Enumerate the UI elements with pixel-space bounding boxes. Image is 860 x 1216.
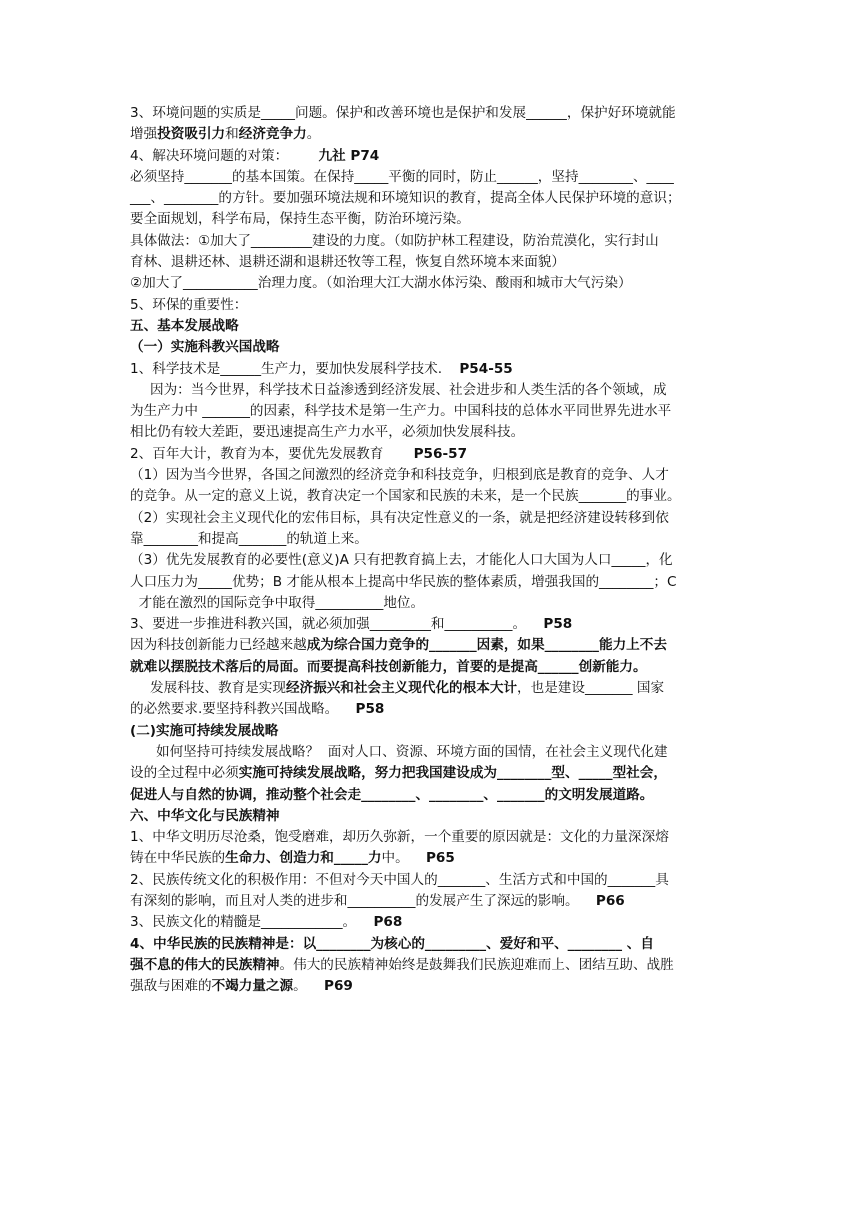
text-run: （3）优先发展教育的必要性(意义)A 只有把教育搞上去，才能化人口大国为人口_____，化 bbox=[130, 552, 673, 569]
text-run: 增强 bbox=[130, 126, 158, 143]
text-run: 强不息的伟大的民族精神 bbox=[130, 956, 280, 973]
text-line bbox=[130, 976, 732, 997]
text-line bbox=[130, 635, 732, 656]
text-run: 。 bbox=[293, 978, 325, 995]
text-run: （2）实现社会主义现代化的宏伟目标，具有决定性意义的一条，就是把经济建设转移到依 bbox=[130, 509, 669, 526]
text-run: ②加大了___________治理力度。（如治理大江大湖水体污染、酸雨和城市大气污染） bbox=[130, 275, 632, 292]
text-line bbox=[130, 955, 732, 976]
text-line bbox=[130, 678, 732, 699]
text-run: 经济振兴和社会主义现代化的根本大计 bbox=[285, 680, 518, 697]
text-line bbox=[130, 209, 732, 230]
text-line bbox=[130, 508, 732, 529]
text-run: 设的全过程中必须 bbox=[130, 765, 239, 782]
text-line bbox=[130, 465, 732, 486]
text-run: 1、中华文明历尽沧桑，饱受磨难，却历久弥新，一个重要的原因就是：文化的力量深深熔 bbox=[130, 829, 669, 846]
text-run: 五、基本发展战略 bbox=[130, 317, 239, 334]
text-line bbox=[130, 912, 732, 933]
text-line bbox=[130, 188, 732, 209]
text-run: 和 bbox=[225, 126, 239, 143]
text-run: 3、要进一步推进科教兴国，就必须加强_________和__________。 bbox=[130, 616, 544, 633]
text-line bbox=[130, 614, 732, 635]
text-line bbox=[130, 167, 732, 188]
text-run: 4、中华民族的民族精神是：以________为核心的_________、爱好和平、________ 、自 bbox=[130, 935, 654, 952]
text-line bbox=[130, 870, 732, 891]
text-run: 。伟大的民族精神始终是鼓舞我们民族迎难而上、团结互助、战胜 bbox=[279, 956, 674, 973]
text-run: 不竭力量之源 bbox=[211, 978, 294, 995]
text-run: ___、________的方针。要加强环境法规和环境知识的教育，提高全体人民保护环境的意识； bbox=[130, 190, 681, 207]
text-run: 铸在中华民族的 bbox=[130, 850, 226, 867]
text-run: 2、百年大计，教育为本，要优先发展教育 bbox=[130, 445, 414, 462]
page-reference: P54-55 bbox=[459, 360, 513, 377]
subsection-heading bbox=[130, 721, 732, 742]
text-line bbox=[130, 124, 732, 145]
text-line bbox=[130, 827, 732, 848]
text-run: 人口压力为_____优势；B 才能从根本上提高中华民族的整体素质，增强我国的________；C bbox=[130, 573, 677, 590]
text-run: 就难以摆脱技术落后的局面。而要提高科技创新能力，首要的是提高______创新能力。 bbox=[130, 658, 647, 675]
page-reference: P58 bbox=[543, 616, 573, 633]
text-run: 实施可持续发展战略，努力把我国建设成为________型、_____型社会， bbox=[238, 765, 667, 782]
text-line bbox=[130, 103, 732, 124]
text-line bbox=[130, 572, 732, 593]
text-line bbox=[130, 657, 732, 678]
text-run: 促进人与自然的协调，推动整个社会走________、________、_______的文明发展道路。 bbox=[130, 786, 654, 803]
text-line bbox=[130, 252, 732, 273]
text-line bbox=[130, 742, 732, 763]
text-run: 。 bbox=[306, 126, 321, 143]
text-line bbox=[130, 422, 732, 443]
text-line bbox=[130, 550, 732, 571]
text-run: 具体做法：①加大了_________建设的力度。（如防护林工程建设，防治荒漠化，实行封山 bbox=[130, 232, 659, 249]
text-run: 3、环境问题的实质是_____问题。保护和改善环境也是保护和发展______，保护好环境就能 bbox=[130, 105, 676, 121]
text-line bbox=[130, 785, 732, 806]
text-line bbox=[130, 295, 732, 316]
text-line bbox=[130, 273, 732, 294]
text-run: 成为综合国力竞争的_______因素，如果________能力上不去 bbox=[306, 637, 667, 654]
text-line bbox=[130, 380, 732, 401]
page-reference: P66 bbox=[595, 892, 625, 909]
text-run: (二)实施可持续发展战略 bbox=[130, 722, 279, 739]
text-run: 4、解决环境问题的对策： bbox=[130, 147, 319, 164]
text-run: 为生产力中 _______的因素，科学技术是第一生产力。中国科技的总体水平同世界先进水平 bbox=[130, 403, 672, 420]
text-run: 的必然要求.要坚持科教兴国战略。 bbox=[130, 701, 356, 718]
text-line bbox=[130, 529, 732, 550]
page-reference: P69 bbox=[324, 978, 353, 995]
text-run: 因为：当今世界，科学技术日益渗透到经济发展、社会进步和人类生活的各个领域，成 bbox=[150, 381, 667, 398]
text-run: 中。 bbox=[381, 850, 426, 867]
text-run: 3、民族文化的精髓是____________。 bbox=[130, 914, 374, 931]
section-heading bbox=[130, 316, 732, 337]
text-run: 靠________和提高_______的轨道上来。 bbox=[130, 530, 368, 547]
subsection-heading bbox=[130, 337, 732, 358]
page-reference: P65 bbox=[425, 850, 455, 867]
text-run: 1、科学技术是______生产力，要加快发展科学技术. bbox=[130, 360, 460, 377]
text-run: 发展科技、教育是实现 bbox=[150, 680, 286, 697]
text-line bbox=[130, 359, 732, 380]
text-run: 相比仍有较大差距，要迅速提高生产力水平，必须加快发展科技。 bbox=[130, 424, 525, 441]
text-line bbox=[130, 593, 732, 614]
text-run: ，也是建设_______ 国家 bbox=[517, 680, 665, 697]
text-run: 必须坚持_______的基本国策。在保持_____平衡的同时，防止______，坚持________、____ bbox=[130, 168, 674, 185]
text-line bbox=[130, 763, 732, 784]
text-run: 才能在激烈的国际竞争中取得__________地位。 bbox=[130, 594, 425, 611]
text-run: 因为科技创新能力已经越来越 bbox=[130, 637, 307, 654]
page-reference: P58 bbox=[355, 701, 385, 718]
text-line bbox=[130, 699, 732, 720]
text-line bbox=[130, 231, 732, 252]
text-line bbox=[130, 486, 732, 507]
text-line bbox=[130, 848, 732, 869]
text-run: 六、中华文化与民族精神 bbox=[130, 807, 280, 824]
text-run: 2、民族传统文化的积极作用：不但对今天中国人的_______、生活方式和中国的_______具 bbox=[130, 871, 669, 888]
page-reference: P68 bbox=[373, 914, 403, 931]
text-run: 5、环保的重要性： bbox=[130, 296, 248, 313]
text-run: 经济竞争力 bbox=[238, 126, 307, 143]
document-page bbox=[130, 103, 732, 997]
text-run: 强敌与困难的 bbox=[130, 978, 212, 995]
text-run: 有深刻的影响，而且对人类的进步和__________的发展产生了深远的影响。 bbox=[130, 892, 596, 909]
text-line bbox=[130, 444, 732, 465]
text-line bbox=[130, 891, 732, 912]
text-run: 如何坚持可持续发展战略？ 面对人口、资源、环境方面的国情，在社会主义现代化建 bbox=[156, 743, 668, 760]
text-line bbox=[130, 146, 732, 167]
text-run: （1）因为当今世界，各国之间激烈的经济竞争和科技竞争，归根到底是教育的竞争、人才 bbox=[130, 467, 669, 484]
section-heading bbox=[130, 806, 732, 827]
text-run: （一）实施科教兴国战略 bbox=[130, 339, 280, 356]
text-run: 育林、退耕还林、退耕还湖和退耕还牧等工程，恢复自然环境本来面貌） bbox=[130, 254, 565, 271]
text-run: 投资吸引力 bbox=[157, 126, 226, 143]
text-run: 要全面规划，科学布局，保持生态平衡，防治环境污染。 bbox=[130, 211, 470, 228]
text-line bbox=[130, 401, 732, 422]
page-reference: 九社 P74 bbox=[318, 147, 380, 164]
text-run: 生命力、创造力和_____力 bbox=[225, 850, 382, 867]
text-run: 的竞争。从一定的意义上说，教育决定一个国家和民族的未来，是一个民族_______的事业。 bbox=[130, 488, 681, 505]
text-line bbox=[130, 934, 732, 955]
page-reference: P56-57 bbox=[413, 445, 468, 462]
